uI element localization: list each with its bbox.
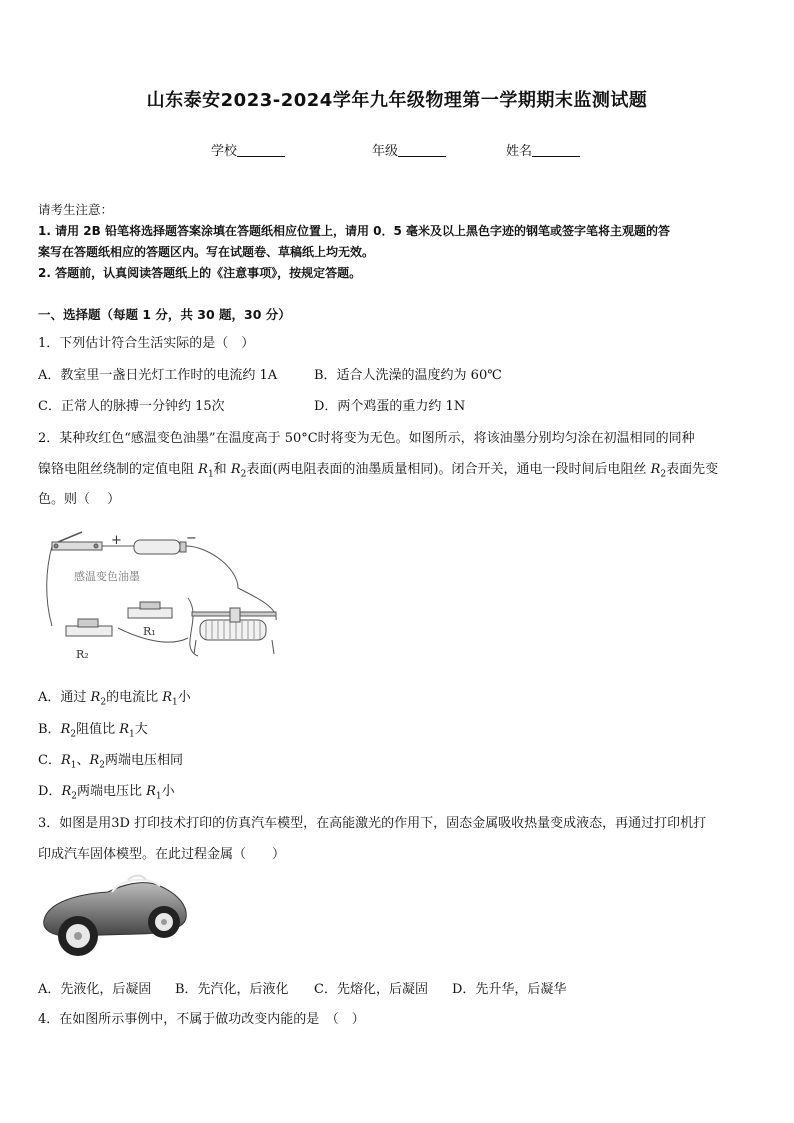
subscript: 2 bbox=[240, 469, 247, 480]
var-r: R bbox=[61, 784, 72, 799]
q2-text: 镍铬电阻丝绕制的定值电阻 bbox=[38, 462, 199, 477]
notice-item-1a: 1. 请用 2B 铅笔将选择题答案涂填在答题纸相应位置上，请用 0．5 毫米及以上黑色字迹的钢笔或签字笔将主观题的答 bbox=[38, 224, 670, 238]
car-wheel-icon bbox=[58, 916, 98, 956]
q1-option-b: B．适合人洗澡的温度约为 60℃ bbox=[314, 368, 502, 383]
q2b-text: 阻值比 bbox=[76, 722, 120, 737]
school-field bbox=[211, 140, 285, 159]
plus-sign: + bbox=[111, 533, 122, 548]
q1-stem: 1．下列估计符合生活实际的是（ ） bbox=[38, 336, 255, 351]
q2c-text: 两端电压相同 bbox=[105, 753, 184, 768]
ink-label: 感温变色油墨 bbox=[74, 570, 140, 583]
var-r: R bbox=[90, 690, 101, 705]
var-r: R bbox=[162, 690, 172, 705]
subscript: 2 bbox=[71, 791, 77, 802]
rheostat-icon bbox=[192, 608, 276, 654]
q1-option-c: C．正常人的脉搏一分钟约 15次 bbox=[38, 399, 225, 414]
q4-stem: 4．在如图所示事例中，不属于做功改变内能的是 （ ） bbox=[38, 1012, 365, 1027]
minus-sign: − bbox=[186, 531, 197, 546]
subscript: 1 bbox=[172, 697, 178, 708]
q2d-text: 两端电压比 bbox=[76, 784, 147, 799]
q3-option-c: C．先熔化，后凝固 bbox=[314, 982, 428, 997]
car-model-figure bbox=[38, 872, 192, 962]
battery-icon bbox=[134, 540, 180, 554]
q2-text: 表面先变 bbox=[666, 462, 719, 477]
q2-stem-line2 bbox=[38, 458, 718, 480]
var-r: R bbox=[198, 462, 208, 477]
r1-label: R₁ bbox=[143, 625, 156, 638]
notice-item-1b: 案写在答题纸相应的答题区内。写在试题卷、草稿纸上均无效。 bbox=[38, 245, 375, 259]
var-r: R bbox=[60, 753, 71, 768]
subscript: 1 bbox=[155, 791, 162, 802]
subscript: 2 bbox=[99, 760, 106, 771]
q2a-text: 小 bbox=[177, 690, 191, 705]
name-label: 姓名 bbox=[506, 144, 533, 159]
q2-option-c bbox=[38, 749, 183, 771]
resistor-r1-icon bbox=[128, 602, 172, 618]
notice-heading: 请考生注意： bbox=[38, 202, 114, 217]
subscript: 2 bbox=[70, 729, 77, 740]
q1-option-d: D．两个鸡蛋的重力约 1N bbox=[314, 399, 466, 414]
q2-option-d bbox=[38, 780, 175, 802]
var-r: R bbox=[119, 722, 130, 737]
q2-option-a bbox=[38, 686, 191, 708]
subscript: 1 bbox=[70, 760, 77, 771]
school-blank bbox=[237, 144, 285, 157]
resistor-r2-icon bbox=[66, 619, 112, 636]
var-r: R bbox=[89, 753, 100, 768]
r2-label: R₂ bbox=[76, 648, 89, 661]
q2-stem-line3: 色。则（ ） bbox=[38, 492, 121, 507]
subscript: 1 bbox=[129, 729, 135, 740]
name-blank bbox=[532, 144, 580, 157]
q2d-text: D． bbox=[38, 784, 62, 799]
grade-label: 年级 bbox=[372, 144, 399, 159]
q2-text: 和 bbox=[213, 462, 231, 477]
q3-option-b: B．先汽化，后液化 bbox=[175, 982, 289, 997]
var-r: R bbox=[146, 784, 156, 799]
var-r: R bbox=[650, 462, 661, 477]
q2a-text: 的电流比 bbox=[106, 690, 163, 705]
name-field bbox=[506, 140, 580, 159]
q2b-text: 大 bbox=[134, 722, 148, 737]
q2-stem-line1: 2．某种玫红色“感温变色油墨”在温度高于 50°C时将变为无色。如图所示，将该油墨分别均匀涂在初温相同的同种 bbox=[38, 431, 695, 446]
q2c-text: 、 bbox=[76, 753, 90, 768]
circuit-figure bbox=[38, 528, 288, 664]
var-r: R bbox=[60, 722, 71, 737]
page-title: 山东泰安2023-2024学年九年级物理第一学期期末监测试题 bbox=[146, 90, 648, 111]
q1-option-a: A．教室里一盏日光灯工作时的电流约 1A bbox=[38, 368, 278, 383]
section-heading: 一、选择题（每题 1 分，共 30 题，30 分） bbox=[38, 307, 291, 322]
q2b-text: B． bbox=[38, 722, 61, 737]
q3-stem-line1: 3．如图是用3D 打印技术打印的仿真汽车模型，在高能激光的作用下，固态金属吸收热量变成液态，再通过打印机打 bbox=[38, 816, 707, 831]
switch-lever-icon bbox=[58, 532, 82, 542]
q2-option-b bbox=[38, 718, 148, 740]
q3-option-a: A．先液化，后凝固 bbox=[38, 982, 152, 997]
q3-option-d: D．先升华，后凝华 bbox=[452, 982, 567, 997]
subscript: 1 bbox=[207, 469, 214, 480]
school-label: 学校 bbox=[211, 144, 238, 159]
q2c-text: C． bbox=[38, 753, 61, 768]
notice-item-2: 2. 答题前，认真阅读答题纸上的《注意事项》，按规定答题。 bbox=[38, 266, 362, 280]
q2-text: 表面(两电阻表面的油墨质量相同)。闭合开关，通电一段时间后电阻丝 bbox=[246, 462, 651, 477]
subscript: 2 bbox=[100, 697, 107, 708]
car-wheel-icon bbox=[148, 906, 180, 938]
grade-field bbox=[372, 140, 446, 159]
q3-stem-line2: 印成汽车固体模型。在此过程金属（ ） bbox=[38, 847, 286, 862]
q2a-text: A．通过 bbox=[38, 690, 91, 705]
grade-blank bbox=[398, 144, 446, 157]
q2d-text: 小 bbox=[161, 784, 175, 799]
var-r: R bbox=[230, 462, 241, 477]
subscript: 2 bbox=[660, 469, 667, 480]
